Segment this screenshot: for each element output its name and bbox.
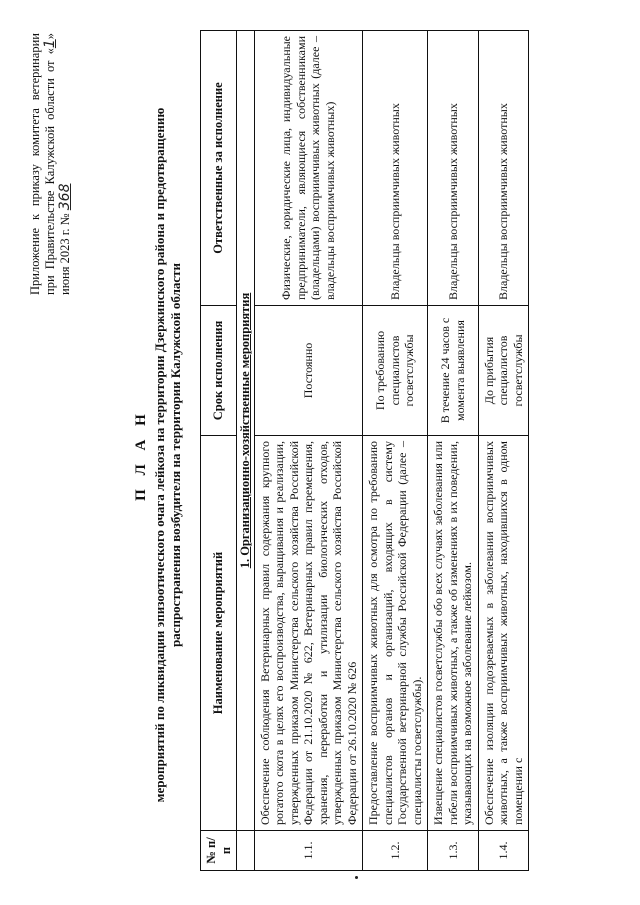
- header-num: № п/п: [201, 831, 237, 871]
- row-responsible: Физические, юридические лица, индивидуальные предприниматели, являющиеся собственниками (владельцами) восприимчивых животных (далее – владельцы восприимчивых животных): [254, 31, 363, 306]
- approval-text: Приложение к приказу комитета ветеринарии при Правительстве Калужской области от «: [28, 33, 57, 295]
- table-header-row: [201, 31, 237, 871]
- section-title: 1. Организационно-хозяйственные мероприятия: [237, 31, 255, 831]
- row-num: 1.2.: [363, 831, 428, 871]
- row-deadline: До прибытия специалистов госветслужбы: [478, 306, 529, 436]
- table-row: [428, 31, 479, 871]
- title-line-1: мероприятий по ликвидации эпизоотического очага лейкоза на территории Дзержинского района и предотвращению: [152, 107, 167, 803]
- table-row: [363, 31, 428, 871]
- row-name: Предоставление восприимчивых животных для осмотра по требованию специалистов органов и организаций, входящих в систему Государственной ветеринарной службы Российской Федерации (далее – специалисты госветслужбы).: [363, 436, 428, 831]
- row-responsible: Владельцы восприимчивых животных: [363, 31, 428, 306]
- row-responsible: Владельцы восприимчивых животных: [428, 31, 479, 306]
- row-deadline: По требованию специалистов госветслужбы: [363, 306, 428, 436]
- approval-number: 368: [57, 183, 73, 211]
- row-name: Обеспечение изоляции подозреваемых в заболевании восприимчивых животных, а также восприимчивых животных, находившихся в одном помещении с: [478, 436, 529, 831]
- row-num: 1.1.: [254, 831, 363, 871]
- header-responsible: Ответственные за исполнение: [201, 31, 237, 306]
- document-title: [133, 45, 184, 865]
- table-row: [254, 31, 363, 871]
- row-name: Обеспечение соблюдения Ветеринарных правил содержания крупного рогатого скота в целях его воспроизводства, выращивания и реализации, утвержденных приказом Министерства сельского хозяйства Российской Федерации от 21.10.2020 № 622, Ветеринарных правил перемещения, хранения, переработки и утилизации биологических отходов, утвержденных приказом Министерства сельского хозяйства Российской Федерации от 26.10.2020 № 626: [254, 436, 363, 831]
- section-row: [237, 31, 255, 871]
- title-plan: П Л А Н: [133, 409, 149, 501]
- header-deadline: Срок исполнения: [201, 306, 237, 436]
- approval-text-2: » июня 2023 г. №: [43, 33, 72, 295]
- row-responsible: Владельцы восприимчивых животных: [478, 31, 529, 306]
- plan-table: [200, 30, 529, 871]
- approval-stamp: [28, 33, 73, 295]
- row-num: 1.4.: [478, 831, 529, 871]
- row-num: 1.3.: [428, 831, 479, 871]
- title-line-2: распространения возбудителя на территории Калужской области: [168, 262, 183, 648]
- row-name: Извещение специалистов госветслужбы обо всех случаях заболевания или гибели восприимчивых животных, а также об изменениях в их поведении, указывающих на возможное заболевание лейкозом.: [428, 436, 479, 831]
- table-row: [478, 31, 529, 871]
- approval-day: 1: [42, 39, 58, 49]
- row-deadline: В течение 24 часов с момента выявления: [428, 306, 479, 436]
- row-deadline: Постоянно: [254, 306, 363, 436]
- scan-mark: [355, 876, 358, 879]
- header-name: Наименование мероприятий: [201, 436, 237, 831]
